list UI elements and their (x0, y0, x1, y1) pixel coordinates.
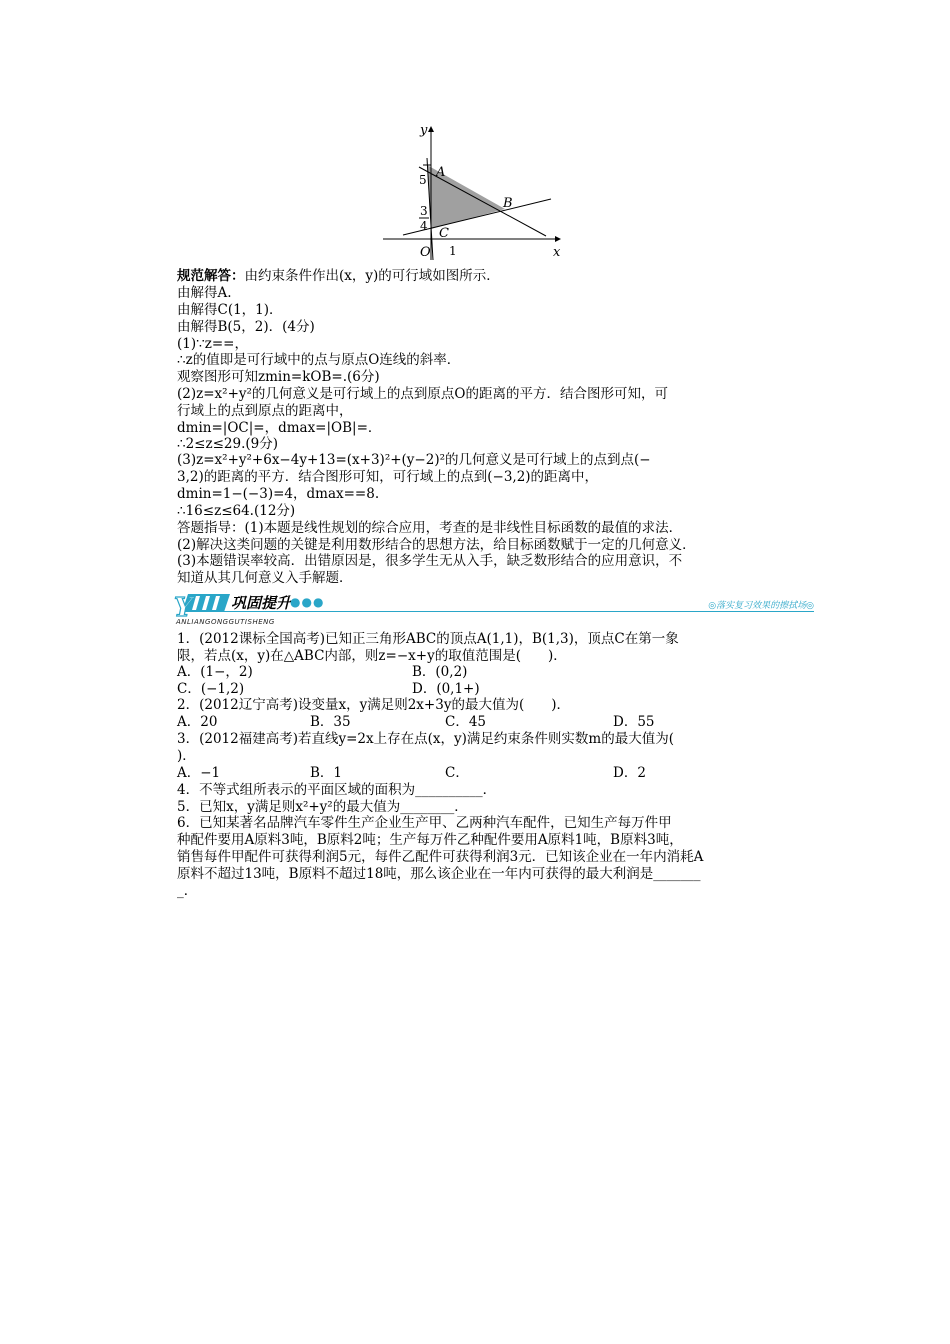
origin-label: O (420, 245, 431, 260)
q1-option-b: B．(0,2) (412, 664, 468, 680)
solution-line-19: 知道从其几何意义入手解题． (177, 570, 353, 586)
solution-line-14: dmin=1−(−3)=4，dmax==8. (177, 486, 380, 502)
solution-line-12: (3)z=x²+y²+6x−4y+13=(x+3)²+(y−2)²的几何意义是可行域上的点到点(− (177, 452, 651, 468)
q3-option-d: D．2 (613, 765, 646, 781)
q6-line-e: _． (177, 883, 198, 899)
banner-rule (222, 611, 814, 612)
point-c-label: C (439, 226, 449, 241)
q6-line-b: 种配件要用A原料3吨，B原料2吨；生产每万件乙种配件要用A原料1吨，B原料3吨， (177, 832, 683, 848)
solution-line-3: 由解得C(1，1)． (177, 302, 283, 318)
q1-option-c: C．(−1,2) (177, 681, 245, 697)
point-b-label: B (503, 196, 513, 211)
svg-text:Y: Y (174, 593, 193, 618)
q6-line-c: 销售每件甲配件可获得利润5元，每件乙配件可获得利润3元．已知该企业在一年内消耗A (177, 849, 704, 865)
banner-title: 巩固提升 (231, 594, 292, 612)
x-axis-arrow (555, 236, 561, 242)
q2-option-d: D．55 (613, 714, 655, 730)
banner-right-text: ◎落实复习效果的擦拭场◎ (708, 601, 814, 611)
q1-option-d: D．(0,1+) (412, 681, 480, 697)
banner-logo-icon (174, 592, 234, 618)
q2-option-c: C．45 (445, 714, 487, 730)
section-banner (174, 592, 814, 626)
q1-option-a: A．(1−，2) (177, 664, 253, 680)
solution-line-10: dmin=|OC|=，dmax=|OB|=． (177, 420, 382, 436)
q4-line: 4．不等式组所表示的平面区域的面积为__________． (177, 782, 497, 798)
q3-line-b: )． (177, 748, 196, 764)
q2-line: 2．(2012辽宁高考)设变量x，y满足则2x+3y的最大值为( )． (177, 697, 570, 713)
banner-subtitle: ANLIANGONGGUTISHENG (176, 618, 275, 626)
y-axis-arrow (428, 126, 434, 132)
solution-line-4: 由解得B(5，2)．(4分) (177, 319, 315, 335)
feasible-region-figure (383, 118, 569, 260)
q6-line-d: 原料不超过13吨，B原料不超过18吨，那么该企业在一年内可获得的最大利润是_______ (177, 866, 701, 882)
solution-line-6: ∴z的值即是可行域中的点与原点O连线的斜率． (177, 352, 461, 368)
y-axis-label: y (420, 123, 428, 138)
x-axis-label: x (553, 245, 561, 260)
solution-line-16: 答题指导：(1)本题是线性规划的综合应用，考查的是非线性目标函数的最值的求法． (177, 520, 683, 536)
q3-option-a: A．−1 (177, 765, 221, 781)
q2-option-b: B．35 (310, 714, 351, 730)
q3-option-b: B．1 (310, 765, 343, 781)
solution-line-9: 行域上的点到原点的距离中， (177, 403, 353, 419)
tick-label-4: 4 (420, 219, 428, 233)
solution-heading: 规范解答： (177, 268, 245, 284)
q3-option-c: C． (445, 765, 469, 781)
q1-line-b: 限，若点(x，y)在△ABC内部，则z=−x+y的取值范围是( )． (177, 648, 567, 664)
q6-line-a: 6．已知某著名品牌汽车零件生产企业生产甲、乙两种汽车配件，已知生产每万件甲 (177, 815, 672, 831)
tick-label-3: 3 (420, 204, 428, 218)
banner-dots: ●●● (290, 595, 325, 609)
tick-label-5: 5 (419, 173, 427, 187)
solution-line-2: 由解得A. (177, 285, 232, 301)
q5-line: 5．已知x，y满足则x²+y²的最大值为________． (177, 799, 468, 815)
solution-line-1-text: 由约束条件作出(x，y)的可行域如图所示． (244, 268, 500, 284)
q3-line-a: 3．(2012福建高考)若直线y=2x上存在点(x，y)满足约束条件则实数m的最大值为( (177, 731, 674, 747)
q2-option-a: A．20 (177, 714, 218, 730)
solution-line-13: 3,2)的距离的平方．结合图形可知，可行域上的点到(−3,2)的距离中， (177, 469, 599, 485)
solution-line-8: (2)z=x²+y²的几何意义是可行域上的点到原点O的距离的平方．结合图形可知，可 (177, 386, 668, 402)
q1-line-a: 1．(2012课标全国高考)已知正三角形ABC的顶点A(1,1)，B(1,3)，顶点C在第一象 (177, 631, 679, 647)
solution-line-11: ∴2≤z≤29.(9分) (177, 436, 279, 452)
tick-label-1: 1 (449, 244, 457, 258)
solution-line-1 (177, 268, 500, 285)
solution-line-18: (3)本题错误率较高．出错原因是，很多学生无从入手，缺乏数形结合的应用意识，不 (177, 553, 683, 569)
solution-line-5: (1)∵z==， (177, 336, 248, 352)
solution-line-15: ∴16≤z≤64.(12分) (177, 503, 296, 519)
point-a-label: A (436, 165, 446, 180)
solution-line-7: 观察图形可知zmin=kOB=.(6分) (177, 369, 380, 385)
solution-line-17: (2)解决这类问题的关键是利用数形结合的思想方法，给目标函数赋于一定的几何意义． (177, 537, 696, 553)
